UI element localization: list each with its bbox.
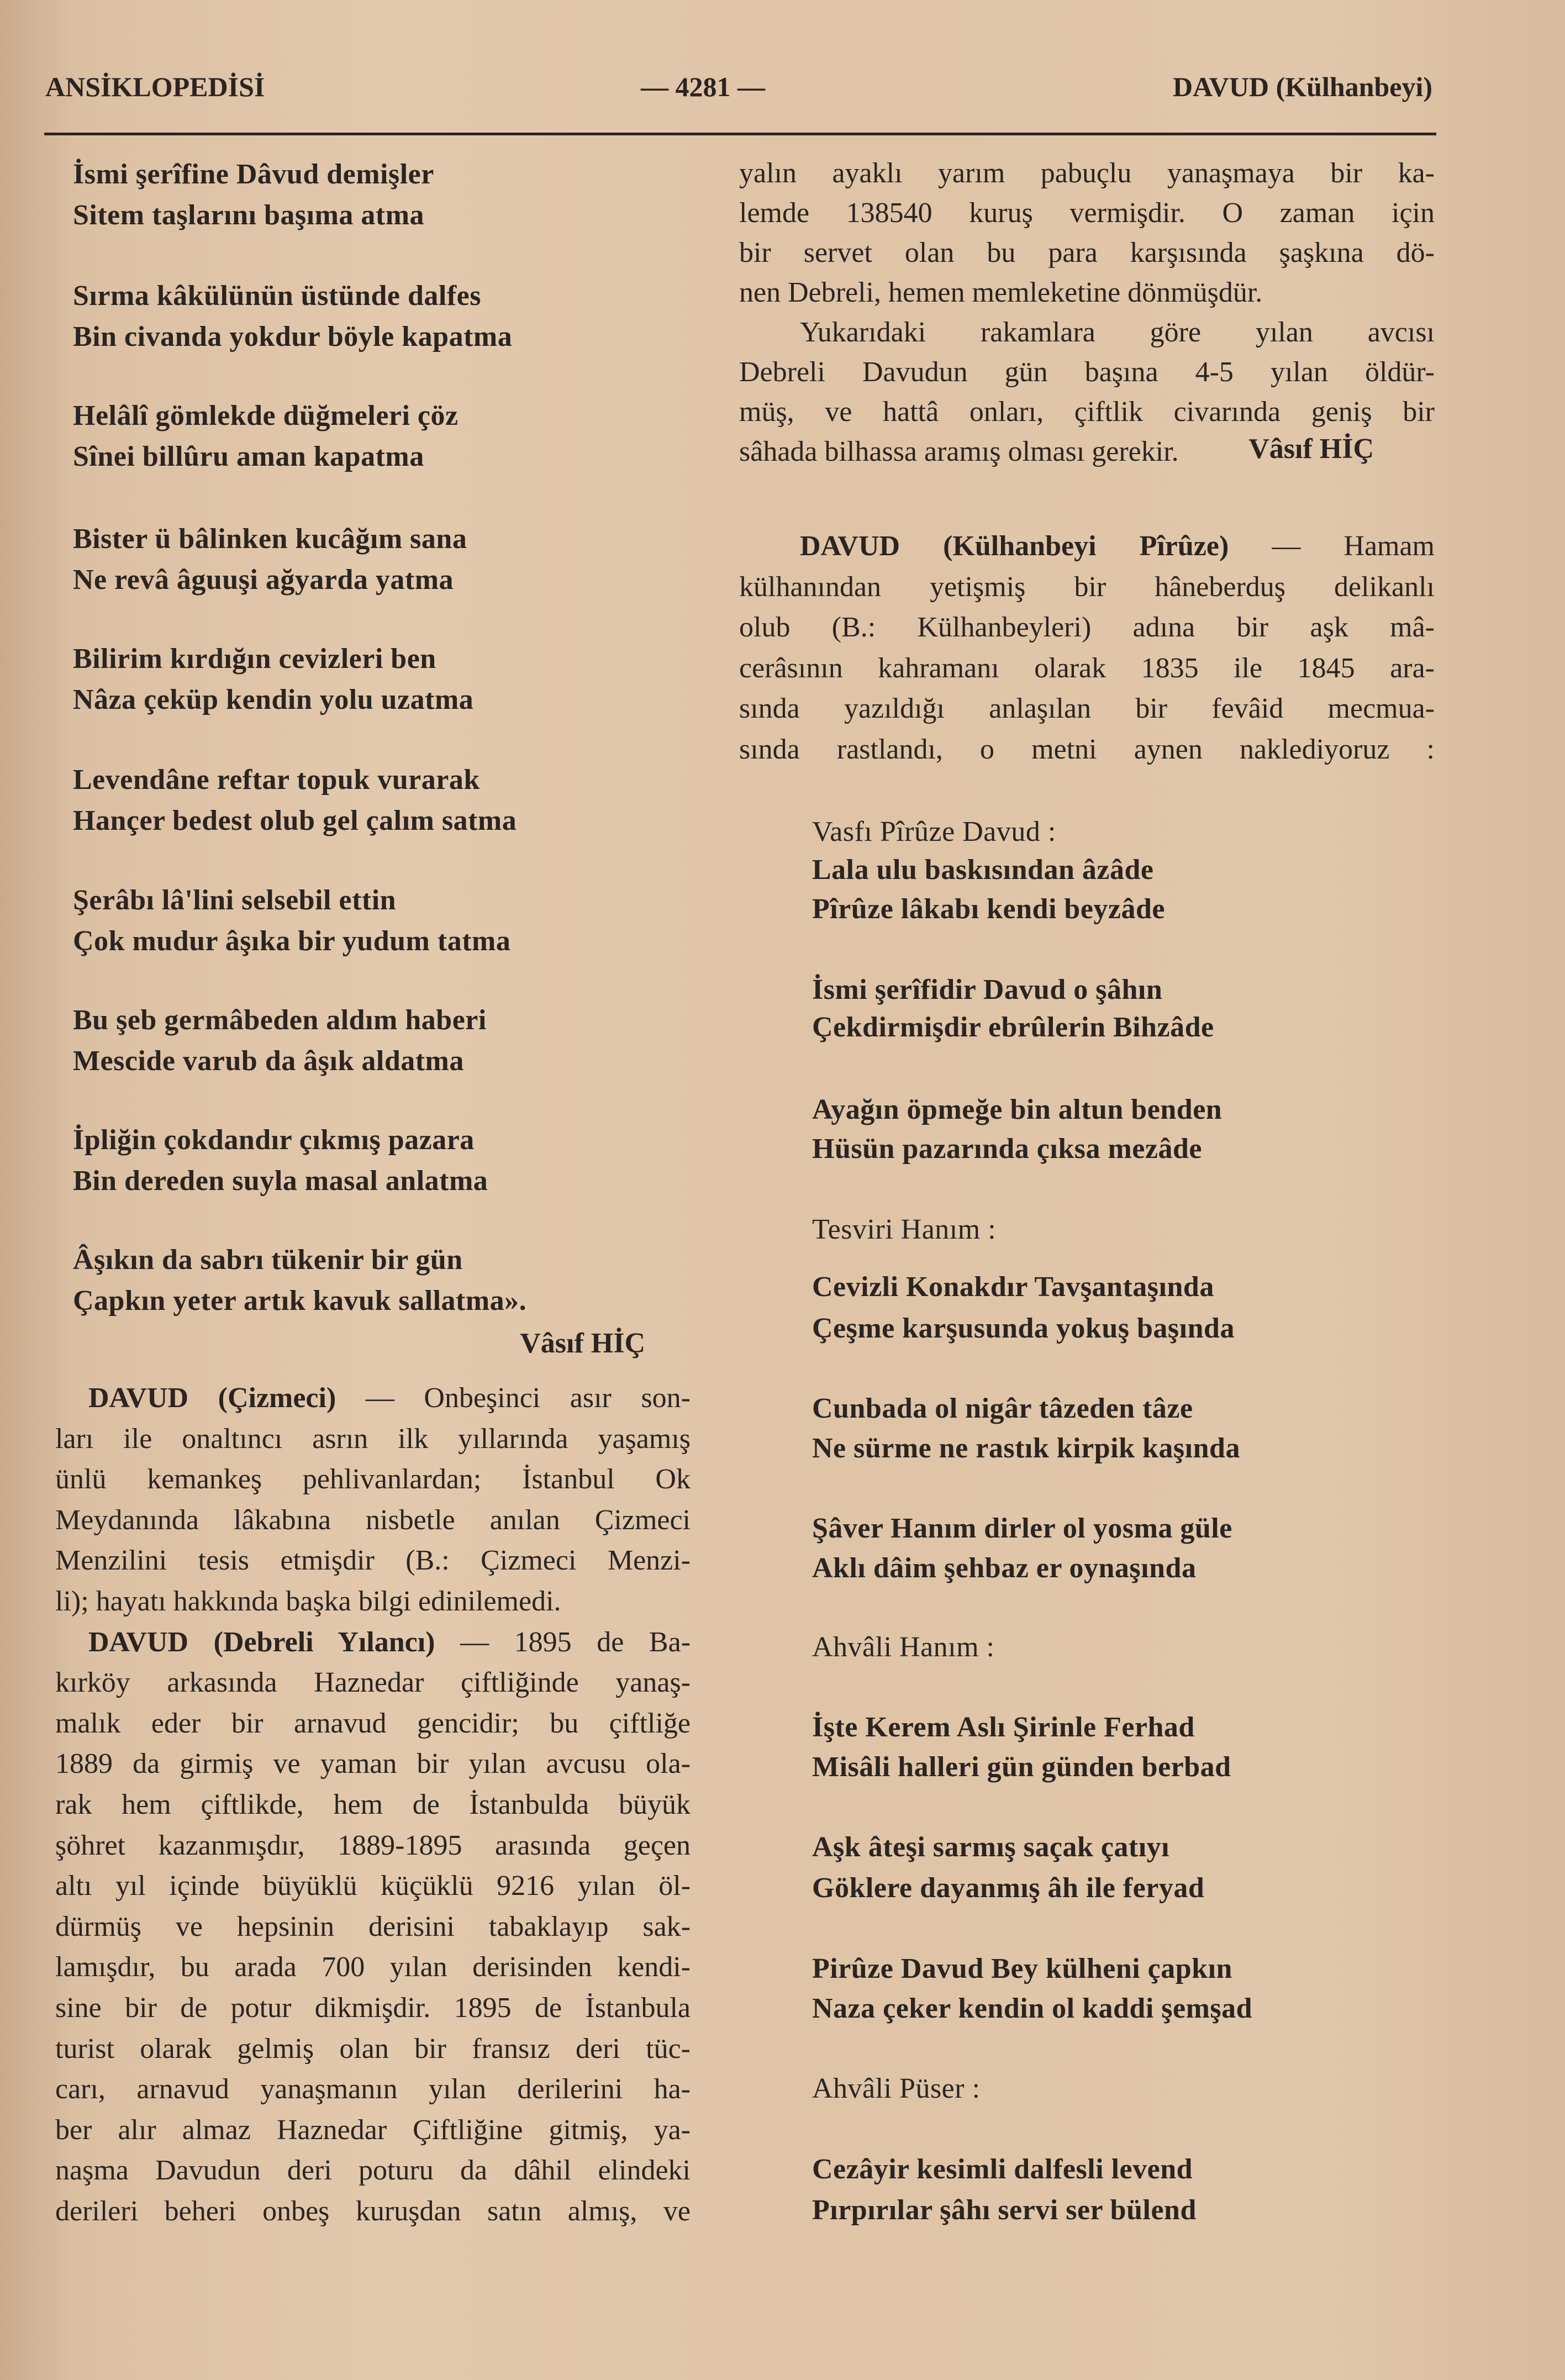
left-entry-line: şöhret kazanmışdır, 1889-1895 arasında geçen xyxy=(55,1829,691,1861)
right-paragraph-line: lemde 138540 kuruş vermişdir. O zaman için xyxy=(739,197,1435,229)
right-paragraph-line: Debreli Davudun gün başına 4-5 yılan öldür- xyxy=(739,356,1435,388)
right-poem-speaker-label: Ahvâli Püser : xyxy=(812,2073,981,2104)
right-poem-line: Cunbada ol nigâr tâzeden tâze xyxy=(812,1393,1193,1424)
right-entry-line xyxy=(800,526,1435,567)
right-poem-line: Cevizli Konakdır Tavşantaşında xyxy=(812,1271,1214,1303)
left-poem-line: Şerâbı lâ'lini selsebil ettin xyxy=(73,884,397,916)
header-running-title: DAVUD (Külhanbeyi) xyxy=(1173,71,1432,102)
right-poem-line: Cezâyir kesimli dalfesli levend xyxy=(812,2153,1193,2185)
right-poem-line: Göklere dayanmış âh ile feryad xyxy=(812,1872,1205,1904)
right-poem-line: Ne sürme ne rastık kirpik kaşında xyxy=(812,1433,1240,1464)
left-entry-line: ünlü kemankeş pehlivanlardan; İstanbul Ok xyxy=(55,1463,691,1496)
right-poem-line: Aklı dâim şehbaz er oynaşında xyxy=(812,1552,1197,1584)
left-poem-line: Âşıkın da sabrı tükenir bir gün xyxy=(73,1244,463,1276)
left-poem-line: Sînei billûru aman kapatma xyxy=(73,441,424,472)
left-entry-line: li); hayatı hakkında başka bilgi edinilemedi. xyxy=(55,1586,561,1617)
left-poem-line: İpliğin çokdandır çıkmış pazara xyxy=(73,1124,475,1156)
left-poem-line: İsmi şerîfine Dâvud demişler xyxy=(73,159,434,190)
left-entry-line: Meydanında lâkabına nisbetle anılan Çizmeci xyxy=(55,1504,691,1536)
entry-heading: DAVUD (Debreli Yılancı) xyxy=(88,1626,435,1658)
left-poem-line: Çapkın yeter artık kavuk sallatma». xyxy=(73,1285,527,1317)
left-entry-line: sine bir de potur dikmişdir. 1895 de İstanbula xyxy=(55,1992,691,2024)
right-entry-line: cerâsının kahramanı olarak 1835 ile 1845 ara- xyxy=(739,652,1435,684)
left-poem-line: Sitem taşlarını başıma atma xyxy=(73,199,425,231)
header-page-number: — 4281 — xyxy=(641,71,765,102)
right-poem-line: Çeşme karşusunda yokuş başında xyxy=(812,1313,1235,1344)
right-poem-line: Pîrûze lâkabı kendi beyzâde xyxy=(812,893,1165,925)
left-entry-line: lamışdır, bu arada 700 yılan derisinden kendi- xyxy=(55,1951,691,1983)
left-poem-line: Mescide varub da âşık aldatma xyxy=(73,1045,464,1077)
left-entry-line: naşma Davudun deri poturu da dâhil elindeki xyxy=(55,2155,691,2187)
left-entry-line: Menzilini tesis etmişdir (B.: Çizmeci Menzi- xyxy=(55,1545,691,1577)
left-poem-line: Hançer bedest olub gel çalım satma xyxy=(73,805,517,836)
left-entry-line: ber alır almaz Haznedar Çiftliğine gitmiş, ya- xyxy=(55,2114,691,2146)
right-poem-line: Hüsün pazarında çıksa mezâde xyxy=(812,1133,1202,1165)
left-poem-line: Bilirim kırdığın cevizleri ben xyxy=(73,643,436,675)
right-paragraph-line: nen Debreli, hemen memleketine dönmüşdür. xyxy=(739,277,1263,308)
left-poem-line: Bu şeb germâbeden aldım haberi xyxy=(73,1004,487,1036)
left-poem-line: Bister ü bâlinken kucâğım sana xyxy=(73,523,467,555)
left-poem-line: Bin civanda yokdur böyle kapatma xyxy=(73,321,513,352)
right-paragraph-line: bir servet olan bu para karşısında şaşkına dö- xyxy=(739,237,1435,268)
right-poem-line: İşte Kerem Aslı Şirinle Ferhad xyxy=(812,1712,1195,1743)
entry-heading: DAVUD (Çizmeci) xyxy=(88,1382,336,1414)
right-poem-line: Aşk âteşi sarmış saçak çatıyı xyxy=(812,1831,1170,1863)
right-poem-line: Şâver Hanım dirler ol yosma güle xyxy=(812,1513,1232,1544)
right-poem-line: Pirûze Davud Bey külheni çapkın xyxy=(812,1953,1232,1984)
entry-text: — Hamam xyxy=(1272,530,1435,562)
right-entry-line: külhanından yetişmiş bir hâneberduş delikanlı xyxy=(739,571,1435,603)
left-entry-line: kırköy arkasında Haznedar çiftliğinde yanaş- xyxy=(55,1667,691,1699)
right-entry-line: sında yazıldığı anlaşılan bir fevâid mecmua- xyxy=(739,693,1435,725)
right-paragraph-line: sâhada bilhassa aramış olması gerekir. xyxy=(739,436,1179,467)
right-paragraph-line: yalın ayaklı yarım pabuçlu yanaşmaya bir ka- xyxy=(739,157,1435,189)
left-entry-line: dürmüş ve hepsinin derisini tabaklayıp sak- xyxy=(55,1910,691,1942)
entry-text: — 1895 de Ba- xyxy=(460,1626,691,1658)
left-entry-line: malık eder bir arnavud gencidir; bu çiftliğe xyxy=(55,1707,691,1739)
left-entry-line: altı yıl içinde büyüklü küçüklü 9216 yılan öl- xyxy=(55,1870,691,1902)
left-poem-line: Sırma kâkülünün üstünde dalfes xyxy=(73,280,481,312)
left-entry-line xyxy=(88,1622,691,1663)
right-poem-line: Naza çeker kendin ol kaddi şemşad xyxy=(812,1993,1253,2024)
right-poem-speaker-label: Tesviri Hanım : xyxy=(812,1214,997,1245)
right-paragraph-line: müş, ve hattâ onları, çiftlik civarında geniş bir xyxy=(739,396,1435,428)
left-entry-line xyxy=(88,1378,691,1419)
left-poem-line: Helâlî gömlekde düğmeleri çöz xyxy=(73,400,459,431)
right-poem-line: Misâli halleri gün günden berbad xyxy=(812,1751,1231,1783)
left-entry-line: rak hem çiftlikde, hem de İstanbulda büyük xyxy=(55,1789,691,1820)
header-rule xyxy=(44,133,1436,135)
left-poem-line: Çok mudur âşıka bir yudum tatma xyxy=(73,925,511,957)
left-poem-signature: Vâsıf HİÇ xyxy=(520,1328,645,1359)
left-entry-line: turist olarak gelmiş olan bir fransız deri tüc- xyxy=(55,2033,691,2065)
left-poem-line: Bin dereden suyla masal anlatma xyxy=(73,1165,488,1197)
right-poem-speaker-label: Vasfı Pîrûze Davud : xyxy=(812,816,1056,847)
left-poem-line: Nâza çeküp kendin yolu uzatma xyxy=(73,684,474,715)
right-signature: Vâsıf HİÇ xyxy=(1248,433,1374,465)
right-poem-line: İsmi şerîfidir Davud o şâhın xyxy=(812,974,1163,1005)
left-poem-line: Ne revâ âguuşi ağyarda yatma xyxy=(73,564,454,596)
right-entry-line: sında rastlandı, o metni aynen naklediyoruz : xyxy=(739,734,1435,765)
right-poem-line: Çekdirmişdir ebrûlerin Bihzâde xyxy=(812,1012,1214,1043)
right-paragraph-line: Yukarıdaki rakamlara göre yılan avcısı xyxy=(800,317,1435,348)
header-encyclopedia-title: ANSİKLOPEDİSİ xyxy=(45,71,265,102)
right-entry-line: olub (B.: Külhanbeyleri) adına bir aşk mâ- xyxy=(739,612,1435,644)
entry-heading: DAVUD (Külhanbeyi Pîrûze) xyxy=(800,530,1229,562)
left-poem-line: Levendâne reftar topuk vurarak xyxy=(73,764,480,796)
left-entry-line: 1889 da girmiş ve yaman bir yılan avcusu ola- xyxy=(55,1748,691,1780)
left-entry-line: derileri beheri onbeş kuruşdan satın almış, ve xyxy=(55,2195,691,2227)
right-poem-line: Pırpırılar şâhı servi ser bülend xyxy=(812,2194,1197,2226)
right-poem-line: Lala ulu baskısından âzâde xyxy=(812,854,1154,886)
left-entry-line: carı, arnavud yanaşmanın yılan derilerini ha- xyxy=(55,2073,691,2105)
right-poem-line: Ayağın öpmeğe bin altun benden xyxy=(812,1094,1223,1125)
entry-text: — Onbeşinci asır son- xyxy=(365,1382,691,1414)
right-poem-speaker-label: Ahvâli Hanım : xyxy=(812,1631,995,1663)
left-entry-line: ları ile onaltıncı asrın ilk yıllarında yaşamış xyxy=(55,1423,691,1455)
